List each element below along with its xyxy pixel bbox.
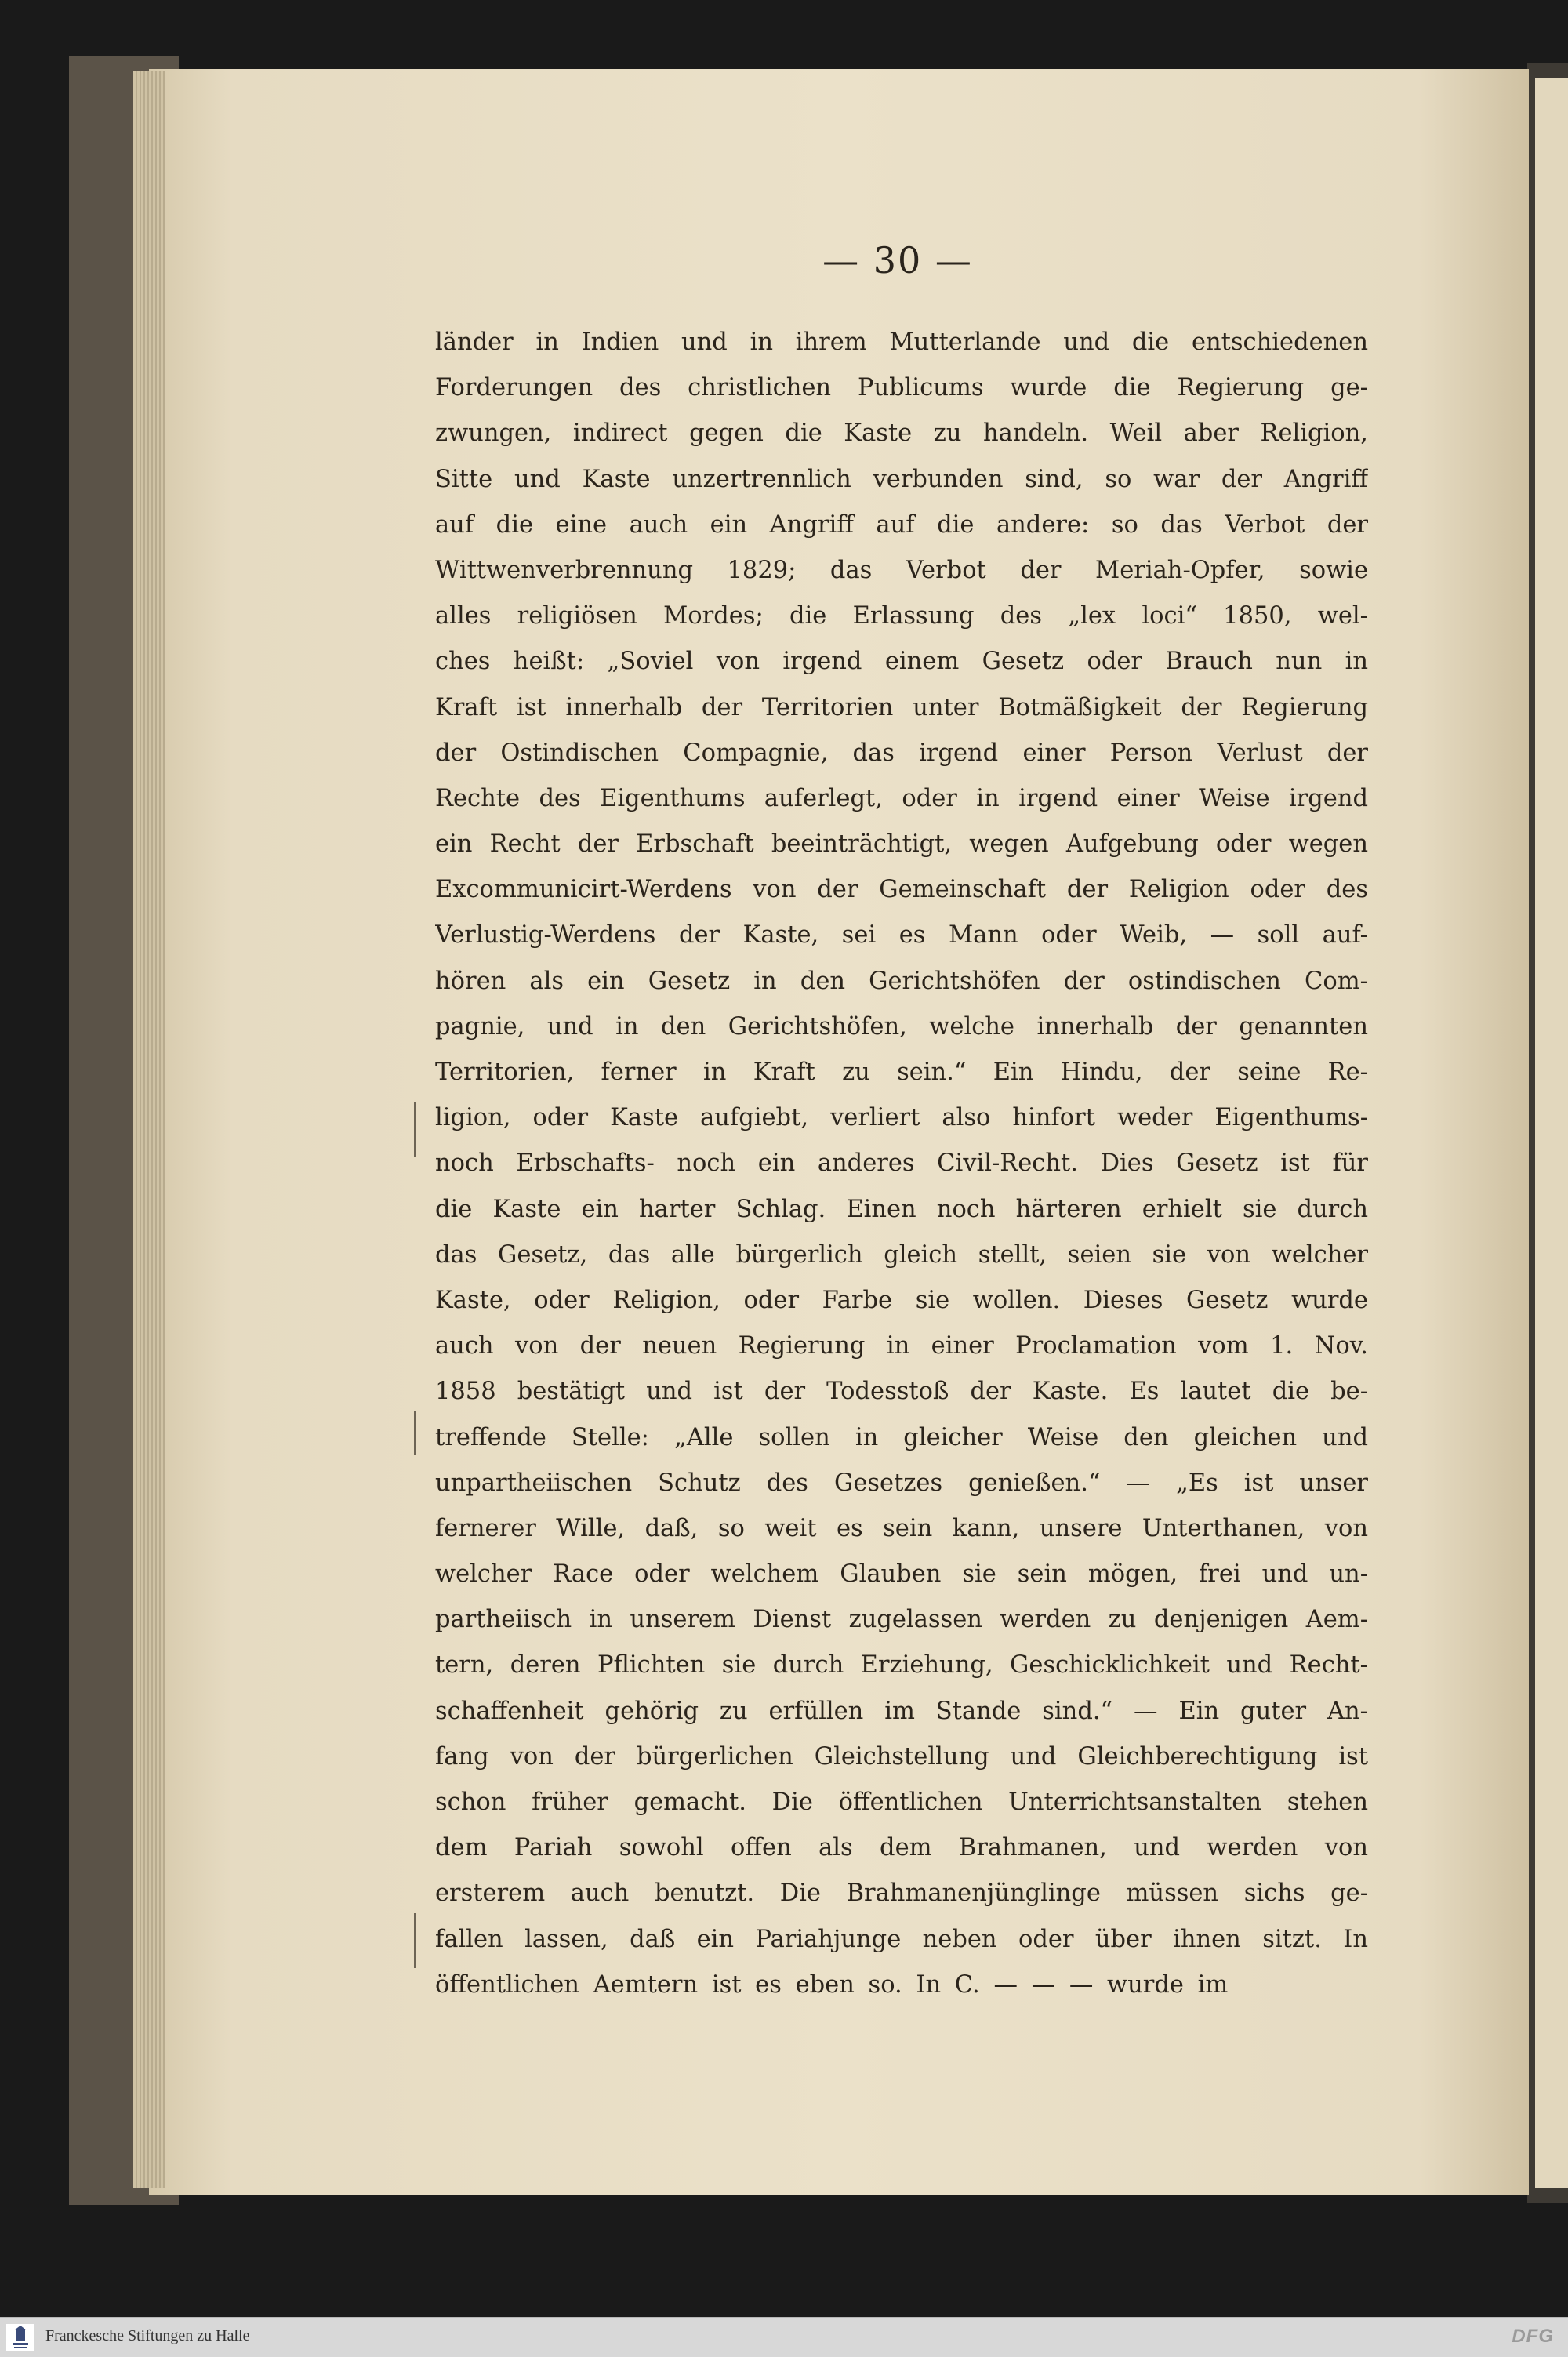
next-page-edge — [1535, 78, 1568, 2188]
text-line: Sitte und Kaste unzertrennlich verbunden sind, so war der Angriff — [435, 465, 1368, 493]
text-line: die Kaste ein harter Schlag. Einen noch härteren erhielt sie durch — [435, 1195, 1368, 1223]
text-line: hören als ein Gesetz in den Gerichtshöfen der ostindischen Com- — [435, 967, 1368, 995]
text-line: zwungen, indirect gegen die Kaste zu handeln. Weil aber Religion, — [435, 419, 1368, 448]
viewer-footer — [0, 2317, 1568, 2357]
text-line: Forderungen des christlichen Publicums wurde die Regierung ge- — [435, 374, 1368, 402]
institution-logo-icon — [6, 2324, 34, 2351]
text-line: ligion, oder Kaste aufgiebt, verliert also hinfort weder Eigenthums- — [435, 1104, 1368, 1132]
text-line: Rechte des Eigenthums auferlegt, oder in irgend einer Weise irgend — [435, 784, 1368, 812]
text-line: öffentlichen Aemtern ist es eben so. In C. — — — wurde im — [435, 1970, 1229, 1999]
text-line: der Ostindischen Compagnie, das irgend einer Person Verlust der — [435, 739, 1368, 767]
text-line: treffende Stelle: „Alle sollen in gleicher Weise den gleichen und — [435, 1423, 1368, 1451]
margin-mark — [414, 1913, 416, 1968]
text-line: auch von der neuen Regierung in einer Proclamation vom 1. Nov. — [435, 1332, 1368, 1360]
text-line: noch Erbschafts- noch ein anderes Civil-Recht. Dies Gesetz ist für — [435, 1149, 1368, 1178]
text-line: welcher Race oder welchem Glauben sie sein mögen, frei und un- — [435, 1560, 1368, 1589]
text-line: fallen lassen, daß ein Pariahjunge neben oder über ihnen sitzt. In — [435, 1925, 1368, 1953]
dfg-brand[interactable]: DFG — [1512, 2326, 1554, 2347]
page-stack-edge — [133, 71, 165, 2188]
margin-mark — [414, 1411, 416, 1455]
text-line: länder in Indien und in ihrem Mutterlande und die entschiedenen — [435, 329, 1368, 356]
text-line: alles religiösen Mordes; die Erlassung des „lex loci“ 1850, wel- — [435, 602, 1368, 630]
text-line: Wittwenverbrennung 1829; das Verbot der Meriah-Opfer, sowie — [435, 556, 1368, 584]
text-line: Excommunicirt-Werdens von der Gemeinschaft der Religion oder des — [435, 876, 1368, 904]
text-line: 1858 bestätigt und ist der Todesstoß der Kaste. Es lautet die be- — [435, 1378, 1368, 1406]
text-line: auf die eine auch ein Angriff auf die andere: so das Verbot der — [435, 510, 1368, 539]
text-line: das Gesetz, das alle bürgerlich gleich stellt, seien sie von welcher — [435, 1240, 1368, 1269]
margin-mark — [414, 1102, 416, 1157]
text-line: pagnie, und in den Gerichtshöfen, welche innerhalb der genannten — [435, 1012, 1368, 1040]
text-line: Territorien, ferner in Kraft zu sein.“ Ein Hindu, der seine Re- — [435, 1059, 1368, 1086]
text-line: fang von der bürgerlichen Gleichstellung und Gleichberechtigung ist — [435, 1742, 1368, 1770]
text-line: unpartheiischen Schutz des Gesetzes genießen.“ — „Es ist unser — [435, 1469, 1368, 1497]
page-number: — 30 — — [822, 239, 973, 281]
body-text — [435, 320, 1368, 2008]
text-line: Kaste, oder Religion, oder Farbe sie wollen. Dieses Gesetz wurde — [435, 1286, 1368, 1314]
text-line: tern, deren Pflichten sie durch Erziehung, Geschicklichkeit und Recht- — [435, 1651, 1368, 1680]
text-line: ches heißt: „Soviel von irgend einem Gesetz oder Brauch nun in — [435, 648, 1368, 676]
text-line: schon früher gemacht. Die öffentlichen Unterrichtsanstalten stehen — [435, 1789, 1368, 1816]
text-line: ersterem auch benutzt. Die Brahmanenjünglinge müssen sichs ge- — [435, 1879, 1368, 1908]
text-line: ein Recht der Erbschaft beeinträchtigt, wegen Aufgebung oder wegen — [435, 830, 1368, 859]
institution-name[interactable]: Franckesche Stiftungen zu Halle — [45, 2327, 250, 2344]
text-line: Kraft ist innerhalb der Territorien unter Botmäßigkeit der Regierung — [435, 693, 1368, 721]
text-line: Verlustig-Werdens der Kaste, sei es Mann oder Weib, — soll auf- — [435, 921, 1368, 950]
text-line: schaffenheit gehörig zu erfüllen im Stande sind.“ — Ein guter An- — [435, 1697, 1368, 1725]
text-line: dem Pariah sowohl offen als dem Brahmanen, und werden von — [435, 1834, 1368, 1862]
text-line: partheiisch in unserem Dienst zugelassen werden zu denjenigen Aem- — [435, 1606, 1368, 1634]
text-line: fernerer Wille, daß, so weit es sein kann, unsere Unterthanen, von — [435, 1514, 1368, 1542]
